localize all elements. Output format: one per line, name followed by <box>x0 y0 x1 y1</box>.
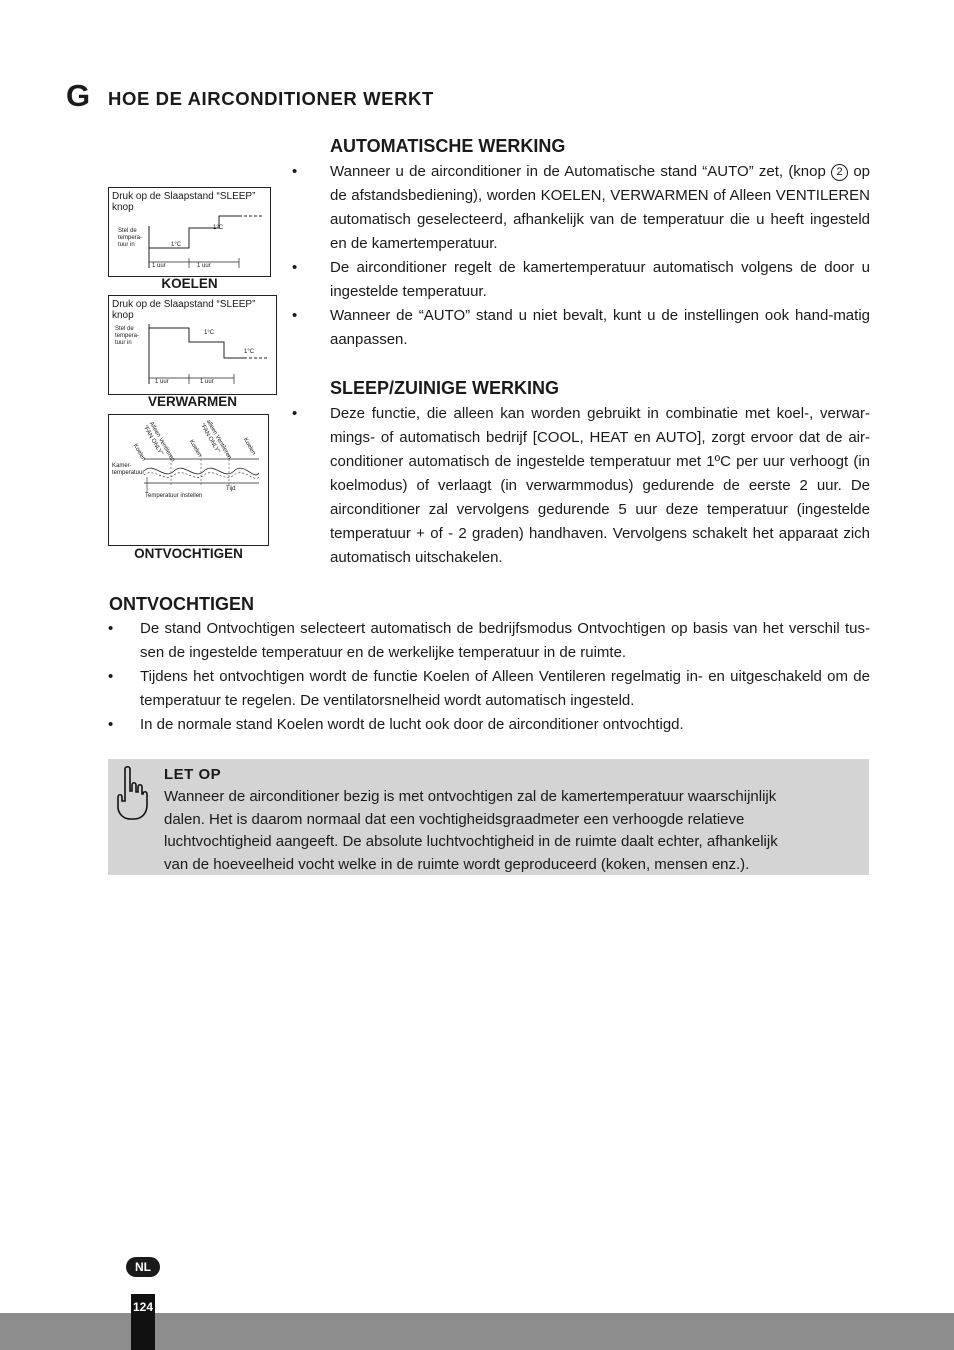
cool-sleep-diagram <box>108 187 271 277</box>
dry-set-temp-label: Temperatuur instellen <box>145 493 203 499</box>
auto-heading: AUTOMATISCHE WERKING <box>330 136 566 156</box>
dry-room-temp-label: Kamer-temperatuur <box>112 463 145 476</box>
dry-time-label: Tijd <box>226 486 236 492</box>
auto-bullet-1-text-b: op de afstandsbediening), worden KOELEN, VERWARMEN of Alleen VENTILEREN automatisch geselecteerd, afhankelijk van de temperatuur die u heeft ingesteld en de kamertemperatuur. <box>330 163 870 252</box>
heat-sleep-diagram <box>108 295 277 395</box>
note-text <box>164 786 854 876</box>
auto-bullet-list <box>292 160 870 352</box>
dry-cool-label-1: Koelen <box>131 443 147 463</box>
heat-hour-2: 1 uur <box>200 379 214 385</box>
note-box <box>108 759 869 875</box>
language-badge: NL <box>126 1257 160 1277</box>
sleep-bullet-1: • Deze functie, die alleen kan worden gebruikt in combinatie met koel-, verwar-mings- of automatisch bedrijf [COOL, HEAT en AUTO], zorgt ervoor dat de air-conditioner automatisch de ingestelde temperatuur met 1ºC per uur verhoogt (in koelmodus) of verlaagt (in verwarmmodus) gedurende de eerste 2 uur. De airconditioner zal vervolgens gedurende 5 uur deze temperatuur (ingestelde temperatuur + of - 2 graden) handhaven. Vervolgens schakelt het apparaat zich automatisch uitschakelen. <box>292 405 870 566</box>
auto-bullet-1: • Wanneer u de airconditioner in de Automatische stand “AUTO” zet, (knop 2 op de afstandsbediening), worden KOELEN, VERWARMEN of Alleen VENTILEREN automatisch geselecteerd, afhankelijk van de temperatuur die u heeft ingesteld en de kamertemperatuur. <box>292 163 870 252</box>
cool-caption: KOELEN <box>161 276 218 291</box>
cool-hour-1: 1 uur <box>152 263 166 269</box>
auto-bullet-3: • Wanneer de “AUTO” stand u niet bevalt, kunt u de instellingen ook hand-matig aanpassen. <box>292 307 870 348</box>
dehum-bullet-1-text: De stand Ontvochtigen selecteert automatisch de bedrijfsmodus Ontvochtigen op basis van het verschil tus-sen de ingestelde temperatuur en de werkelijke temperatuur in de ruimte. <box>140 620 870 661</box>
heat-deg-2: 1°C <box>244 349 255 355</box>
dehum-bullet-3: • In de normale stand Koelen wordt de lucht ook door de airconditioner ontvochtigd. <box>108 716 684 733</box>
note-line-4: van de hoeveelheid vocht welke in de ruimte wordt geproduceerd (koken, mensen enz.). <box>164 855 750 873</box>
cool-deg-2: 1°C <box>213 225 224 231</box>
heat-deg-1: 1°C <box>204 330 215 336</box>
heat-set-temp-label: Stel de tempera-tuur in <box>115 326 140 346</box>
note-line-2: dalen. Het is daarom normaal dat een vochtigheidsgraadmeter een verhoogde relatieve <box>164 810 745 828</box>
dry-wave-graph <box>109 415 268 545</box>
dehum-bullet-1: • De stand Ontvochtigen selecteert automatisch de bedrijfsmodus Ontvochtigen op basis van het verschil tus-sen de ingestelde temperatuur en de werkelijke temperatuur in de ruimte. <box>108 620 870 661</box>
note-line-3: luchtvochtigheid aangeeft. De absolute luchtvochtigheid in de ruimte daalt echter, afhankelijk <box>164 833 778 850</box>
auto-bullet-1-text-a: Wanneer u de airconditioner in de Automatische stand “AUTO” zet, (knop <box>330 163 826 180</box>
auto-bullet-2: • De airconditioner regelt de kamertemperatuur automatisch volgens de door u ingestelde temperatuur. <box>292 259 870 300</box>
dry-caption: ONTVOCHTIGEN <box>134 546 243 561</box>
cool-hour-2: 1 uur <box>197 263 211 269</box>
page-number: 124 <box>132 1300 154 1314</box>
dehum-bullet-2: • Tijdens het ontvochtigen wordt de functie Koelen of Alleen Ventileren regelmatig in- en uitgeschakeld om de temperatuur te regelen. De ventilatorsnelheid wordt automatisch ingesteld. <box>108 668 870 709</box>
heat-hour-1: 1 uur <box>155 379 169 385</box>
dry-fan-label-1: Alleen Ventileren “FAN ONLY” <box>141 421 176 464</box>
button-number-badge: 2 <box>831 164 848 181</box>
dry-cool-label-3: Koelen <box>241 437 257 457</box>
dry-mode-diagram <box>108 414 269 546</box>
sleep-heading: SLEEP/ZUINIGE WERKING <box>330 378 560 398</box>
pointing-hand-icon <box>114 765 148 823</box>
page-number-tab <box>131 1294 155 1350</box>
auto-bullet-2-text: De airconditioner regelt de kamertemperatuur automatisch volgens de door u ingestelde temperatuur. <box>330 259 870 300</box>
dry-cool-label-2: Koelen <box>187 439 203 459</box>
cool-set-temp-label: Stel de tempera-tuur in <box>118 228 143 248</box>
heat-caption: VERWARMEN <box>147 394 237 409</box>
heat-sleep-button-label: Druk op de Slaapstand “SLEEP” knop <box>112 299 256 321</box>
dry-fan-label-2: alleen Ventileren “FAN ONLY” <box>198 419 233 461</box>
section-title: HOE DE AIRCONDITIONER WERKT <box>108 88 434 109</box>
note-line-1: Wanneer de airconditioner bezig is met ontvochtigen zal de kamertemperatuur waarschijnlijk <box>164 788 777 805</box>
dehum-bullet-2-text: Tijdens het ontvochtigen wordt de functie Koelen of Alleen Ventileren regelmatig in- en uitgeschakeld om de temperatuur te regelen. De ventilatorsnelheid wordt automatisch ingesteld. <box>140 668 870 709</box>
auto-bullet-3-text: Wanneer de “AUTO” stand u niet bevalt, kunt u de instellingen ook hand-matig aanpassen. <box>330 307 870 348</box>
sleep-bullet-1-text: Deze functie, die alleen kan worden gebruikt in combinatie met koel-, verwar-mings- of automatisch bedrijf [COOL, HEAT en AUTO], zorgt ervoor dat de air-conditioner automatisch de ingestelde temperatuur met 1ºC per uur verhoogt (in koelmodus) of verlaagt (in verwarmmodus) gedurende de eerste 2 uur. De airconditioner zal vervolgens gedurende 5 uur deze temperatuur (ingestelde temperatuur + of - 2 graden) handhaven. Vervolgens schakelt het apparaat zich automatisch uitschakelen. <box>330 405 870 566</box>
section-letter: G <box>66 78 91 113</box>
note-title: LET OP <box>164 766 222 783</box>
cool-sleep-button-label: Druk op de Slaapstand “SLEEP” knop <box>112 191 256 213</box>
dehum-heading: ONTVOCHTIGEN <box>109 594 255 614</box>
dehum-bullet-list <box>108 617 870 737</box>
dehum-bullet-3-text: In de normale stand Koelen wordt de lucht ook door de airconditioner ontvochtigd. <box>140 716 684 733</box>
cool-deg-1: 1°C <box>171 242 182 248</box>
sleep-bullet-list <box>292 402 870 570</box>
